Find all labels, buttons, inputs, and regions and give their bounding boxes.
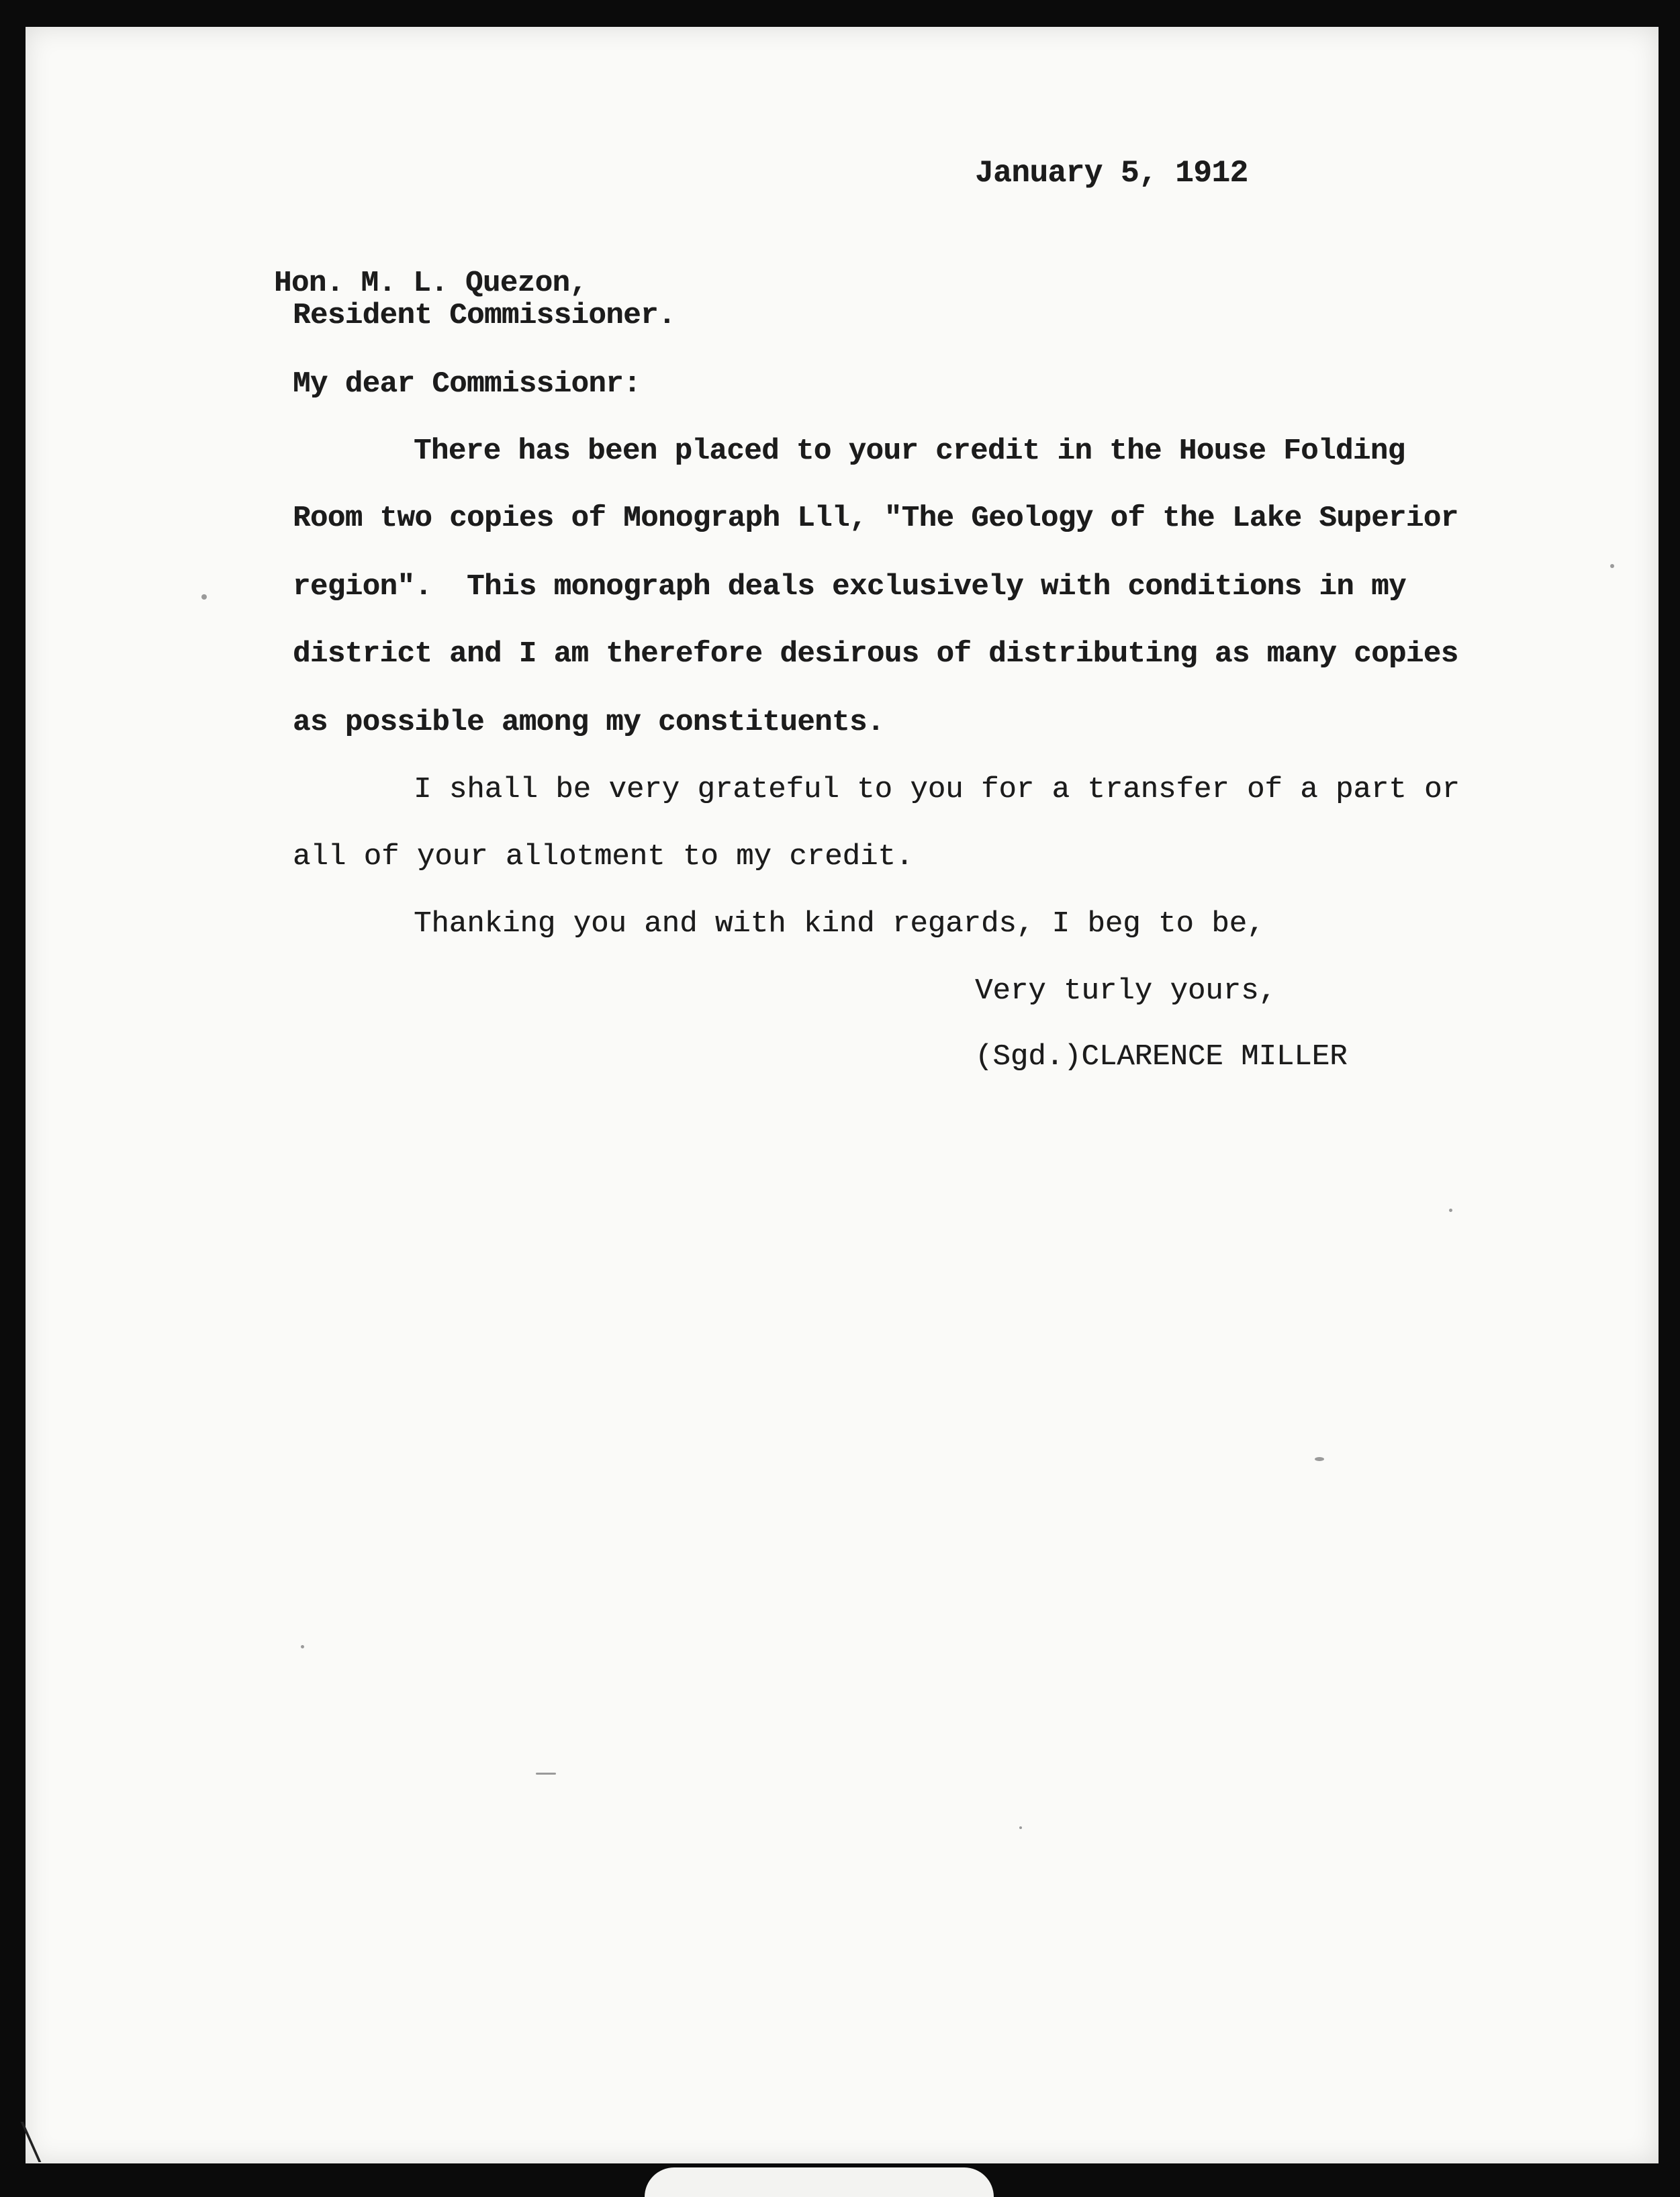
recipient-name: Hon. M. L. Quezon, [274, 267, 588, 300]
paragraph-2-line-1: I shall be very grateful to you for a transfer of a part or [414, 773, 1460, 806]
next-page-edge [645, 2167, 994, 2197]
letter-page [26, 27, 1659, 2163]
paragraph-1-line-2: Room two copies of Monograph Lll, "The Geology of the Lake Superior [293, 502, 1458, 535]
complimentary-close: Very turly yours, [975, 974, 1276, 1008]
paragraph-1-line-1: There has been placed to your credit in the House Folding [414, 434, 1405, 468]
letter-date: January 5, 1912 [975, 156, 1248, 191]
signature: (Sgd.)CLARENCE MILLER [975, 1040, 1348, 1074]
closing-line: Thanking you and with kind regards, I beg to be, [414, 907, 1265, 941]
paragraph-1-line-5: as possible among my constituents. [293, 706, 884, 739]
paragraph-2-line-2: all of your allotment to my credit. [293, 840, 914, 874]
paragraph-1-line-4: district and I am therefore desirous of distributing as many copies [293, 637, 1458, 671]
recipient-title: Resident Commissioner. [293, 299, 675, 332]
paragraph-1-line-3: region". This monograph deals exclusively with conditions in my [293, 570, 1406, 604]
salutation: My dear Commissionr: [293, 367, 641, 401]
letter-body [26, 27, 1659, 2163]
